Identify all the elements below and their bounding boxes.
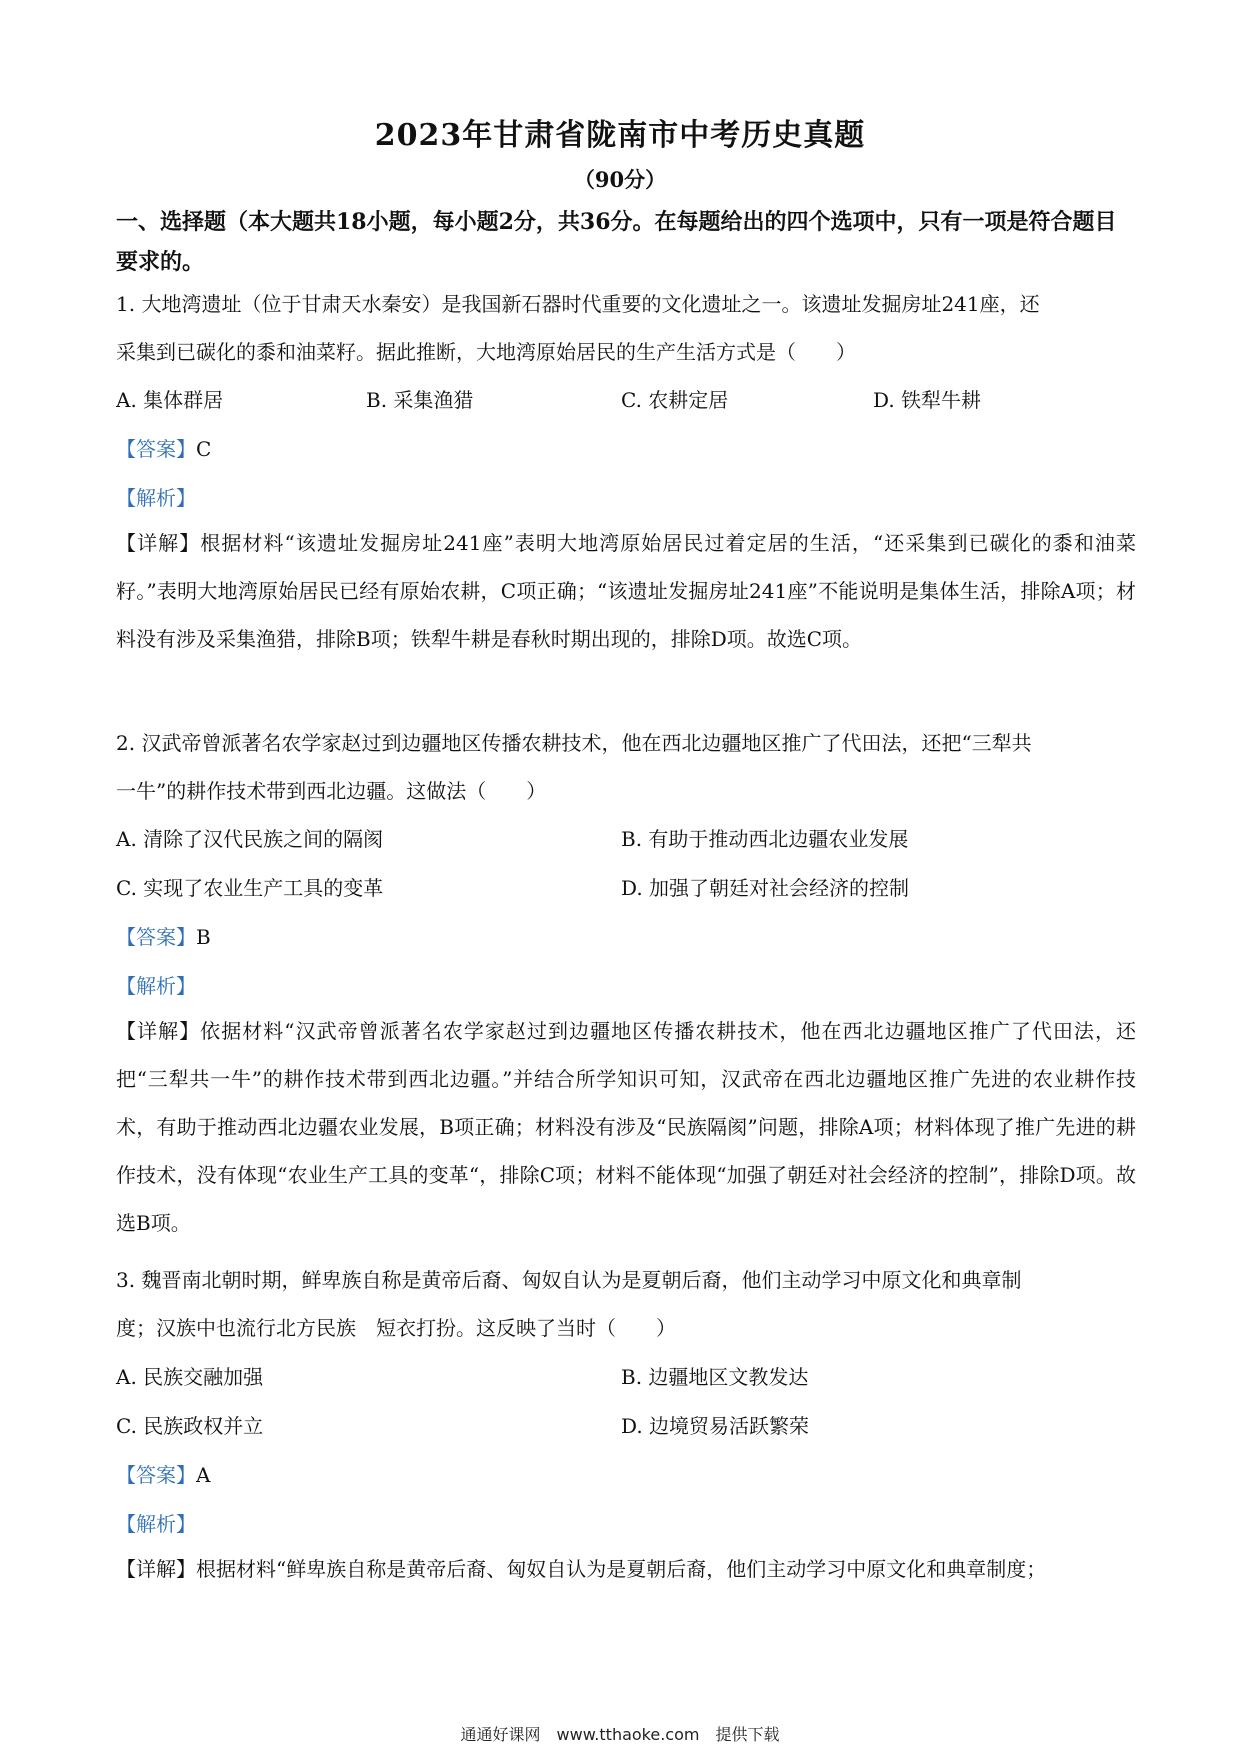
q1-option-a: A. 集体群居 [116, 388, 224, 412]
q3-option-d: D. 边境贸易活跃繁荣 [621, 1414, 810, 1438]
q3-option-b: B. 边疆地区文教发达 [621, 1365, 809, 1389]
q1-stem-line1: 1. 大地湾遗址（位于甘肃天水秦安）是我国新石器时代重要的文化遗址之一。该遗址发掘房址241座，还 [116, 292, 1040, 316]
q2-option-d: D. 加强了朝廷对社会经济的控制 [621, 876, 910, 900]
section-heading: 一、选择题（本大题共18小题，每小题2分，共36分。在每题给出的四个选项中，只有一项是符合题目要求的。 [116, 209, 1117, 275]
analysis-label: 【解析】 [116, 486, 196, 510]
page-title: 2023年甘肃省陇南市中考历史真题 [374, 118, 866, 153]
q3-stem-line2: 度；汉族中也流行北方民族 短衣打扮。这反映了当时（ ） [116, 1316, 676, 1340]
q2-detail [116, 1007, 1136, 1247]
q3-detail [116, 1545, 1136, 1593]
q3-detail-text: 根据材料“鲜卑族自称是黄帝后裔、匈奴自认为是夏朝后裔，他们主动学习中原文化和典章制度； [196, 1557, 1047, 1581]
analysis-label: 【解析】 [116, 974, 196, 998]
page-subtitle: （90分） [573, 167, 667, 192]
q1-detail [116, 519, 1136, 663]
q2-analysis [116, 970, 196, 999]
q1-analysis [116, 482, 196, 511]
q3-stem-line1: 3. 魏晋南北朝时期，鲜卑族自称是黄帝后裔、匈奴自认为是夏朝后裔，他们主动学习中原文化和典章制 [116, 1268, 1022, 1292]
q2-detail-text: 依据材料“汉武帝曾派著名农学家赵过到边疆地区传播农耕技术，他在西北边疆地区推广了代田法，还把“三犁共一牛”的耕作技术带到西北边疆。”并结合所学知识可知，汉武帝在西北边疆地区推广先进的农业耕作技术，有助于推动西北边疆农业发展，B项正确；材料没有涉及“民族隔阂”问题，排除A项；材料体现了推广先进的耕作技术，没有体现“农业生产工具的变革“，排除C项；材料不能体现“加强了朝廷对社会经济的控制”，排除D项。故选B项。 [116, 1019, 1136, 1235]
q2-stem-line1: 2. 汉武帝曾派著名农学家赵过到边疆地区传播农耕技术，他在西北边疆地区推广了代田法，还把“三犁共 [116, 731, 1032, 755]
q3-option-a: A. 民族交融加强 [116, 1365, 264, 1389]
q2-option-a: A. 清除了汉代民族之间的隔阂 [116, 827, 384, 851]
q3-analysis [116, 1508, 196, 1537]
detail-label: 【详解】 [116, 531, 201, 555]
q2-stem-line2: 一牛”的耕作技术带到西北边疆。这做法（ ） [116, 779, 547, 803]
q2-answer-value: B [196, 925, 211, 949]
q1-option-c: C. 农耕定居 [621, 388, 729, 412]
q3-option-c: C. 民族政权并立 [116, 1414, 264, 1438]
analysis-label: 【解析】 [116, 1512, 196, 1536]
detail-label: 【详解】 [116, 1557, 196, 1581]
q1-answer-value: C [196, 437, 212, 461]
answer-label: 【答案】 [116, 925, 196, 949]
q1-option-b: B. 采集渔猎 [366, 388, 474, 412]
page-footer: 通通好课网 www.tthaoke.com 提供下载 [460, 1725, 780, 1744]
q1-answer [116, 433, 211, 462]
q1-option-d: D. 铁犁牛耕 [873, 388, 982, 412]
q1-detail-text: 根据材料“该遗址发掘房址241座”表明大地湾原始居民过着定居的生活，“还采集到已碳化的黍和油菜籽。”表明大地湾原始居民已经有原始农耕，C项正确；“该遗址发掘房址241座”不能说明是集体生活，排除A项；材料没有涉及采集渔猎，排除B项；铁犁牛耕是春秋时期出现的，排除D项。故选C项。 [116, 531, 1136, 651]
q3-answer-value: A [196, 1463, 211, 1487]
answer-label: 【答案】 [116, 437, 196, 461]
detail-label: 【详解】 [116, 1019, 201, 1043]
q2-option-c: C. 实现了农业生产工具的变革 [116, 876, 384, 900]
answer-label: 【答案】 [116, 1463, 196, 1487]
q3-answer [116, 1459, 210, 1488]
q1-stem-line2: 采集到已碳化的黍和油菜籽。据此推断，大地湾原始居民的生产生活方式是（ ） [116, 340, 856, 364]
q2-option-b: B. 有助于推动西北边疆农业发展 [621, 827, 909, 851]
q2-answer [116, 921, 211, 950]
